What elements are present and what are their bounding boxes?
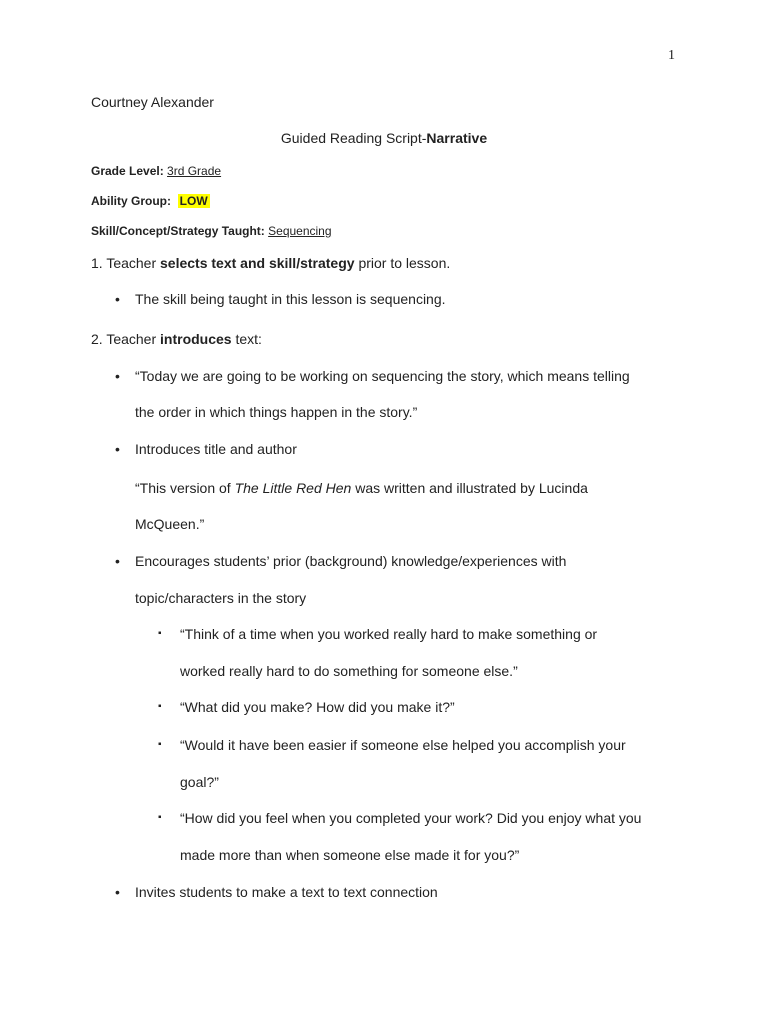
connection-bullet: Invites students to make a text to text connection (135, 884, 438, 900)
grade-level-value: 3rd Grade (167, 164, 222, 178)
step-2-bold: introduces (160, 331, 232, 347)
square-bullet-marker: ▪ (158, 701, 162, 712)
skill-label: Skill/Concept/Strategy Taught: (91, 224, 265, 238)
step-1-suffix: prior to lesson. (354, 255, 451, 271)
title-bold: Narrative (426, 130, 488, 146)
version-quote-line-1 (135, 479, 588, 497)
bullet-marker: • (115, 441, 120, 457)
bullet-marker: • (115, 884, 120, 900)
question-3-line-1: “Would it have been easier if someone else helped you accomplish your (180, 737, 626, 753)
step-2-prefix: 2. Teacher (91, 331, 161, 347)
version-quote-line-2: McQueen.” (135, 516, 205, 532)
square-bullet-marker: ▪ (158, 739, 162, 750)
ability-group-label: Ability Group: (91, 194, 171, 208)
intro-quote-line-1: “Today we are going to be working on sequencing the story, which means telling (135, 368, 630, 384)
question-3-line-2: goal?” (180, 774, 219, 790)
bullet-marker: • (115, 368, 120, 384)
ability-group-value: LOW (179, 194, 208, 208)
title-author-bullet: Introduces title and author (135, 441, 297, 457)
square-bullet-marker: ▪ (158, 812, 162, 823)
page-number: 1 (668, 48, 675, 63)
question-2: “What did you make? How did you make it?” (180, 699, 455, 715)
skill-line (91, 223, 332, 239)
grade-level-label: Grade Level: (91, 164, 164, 178)
intro-quote-line-2: the order in which things happen in the story.” (135, 404, 418, 420)
step-2 (91, 330, 262, 348)
skill-value: Sequencing (268, 224, 332, 238)
step-1-bullet-text: The skill being taught in this lesson is sequencing. (135, 291, 446, 307)
version-quote-suffix: was written and illustrated by Lucinda (351, 480, 588, 496)
bullet-marker: • (115, 291, 120, 307)
question-4-line-1: “How did you feel when you completed your work? Did you enjoy what you (180, 810, 642, 826)
prior-knowledge-line-1: Encourages students’ prior (background) knowledge/experiences with (135, 553, 567, 569)
step-2-suffix: text: (231, 331, 262, 347)
document-title (0, 129, 768, 147)
step-1-prefix: 1. Teacher (91, 255, 161, 271)
question-4-line-2: made more than when someone else made it for you?” (180, 847, 520, 863)
square-bullet-marker: ▪ (158, 628, 162, 639)
question-1-line-1: “Think of a time when you worked really hard to make something or (180, 626, 598, 642)
ability-group-line (91, 193, 210, 209)
prior-knowledge-line-2: topic/characters in the story (135, 590, 307, 606)
question-1-line-2: worked really hard to do something for someone else.” (180, 663, 518, 679)
version-quote-prefix: “This version of (135, 480, 235, 496)
bullet-marker: • (115, 553, 120, 569)
grade-level-line (91, 163, 221, 179)
author-name: Courtney Alexander (91, 94, 214, 110)
title-prefix: Guided Reading Script- (280, 130, 427, 146)
book-title: The Little Red Hen (234, 480, 352, 496)
step-1-bold: selects text and skill/strategy (160, 255, 355, 271)
step-1 (91, 254, 450, 272)
